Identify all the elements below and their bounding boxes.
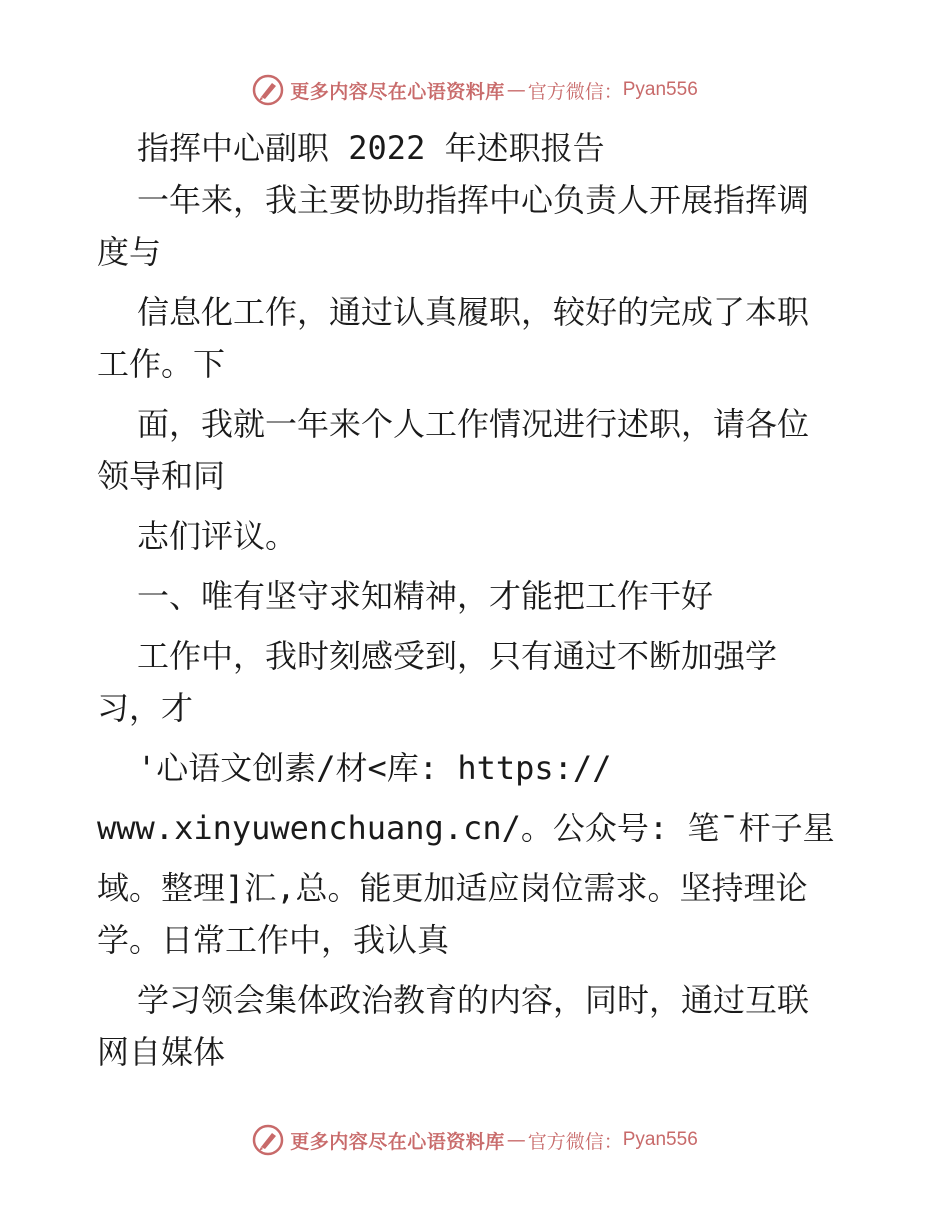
- quill-logo-icon: [252, 74, 284, 106]
- paragraph-line: 工作。下: [97, 345, 226, 383]
- paragraph-line: 度与: [97, 233, 162, 271]
- watermark-wechat-label: 官方微信：: [527, 80, 623, 103]
- watermark-banner-bottom: [0, 1120, 950, 1160]
- watermark-separator: —: [506, 1129, 526, 1151]
- paragraph-line: 域。整理]汇,总。能更加适应岗位需求。坚持理论: [97, 869, 808, 907]
- document-title: 指挥中心副职 2022 年述职报告: [137, 129, 605, 167]
- watermark-text: 更多内容尽在心语资料库: [290, 80, 505, 103]
- watermark-wechat-id: Pyan556: [622, 1129, 698, 1150]
- watermark-text: 更多内容尽在心语资料库: [290, 1130, 505, 1153]
- paragraph-line: www.xinyuwenchuang.cn/。公众号: 笔¯杆子星: [97, 809, 835, 847]
- paragraph-line: 领导和同: [97, 457, 226, 495]
- paragraph-line: 网自媒体: [97, 1033, 226, 1071]
- watermark-separator: —: [506, 79, 526, 101]
- paragraph-line: 信息化工作，通过认真履职，较好的完成了本职: [137, 293, 810, 331]
- watermark-wechat-id: Pyan556: [622, 79, 698, 100]
- paragraph-line: 一年来，我主要协助指挥中心负责人开展指挥调: [137, 181, 810, 219]
- paragraph-line: 学。日常工作中，我认真: [97, 921, 450, 959]
- paragraph-line: '心语文创素/材<库: https://: [137, 749, 612, 787]
- paragraph-line: 习，才: [97, 689, 194, 727]
- watermark-wechat-label: 官方微信：: [527, 1130, 623, 1153]
- paragraph-line: 工作中，我时刻感受到，只有通过不断加强学: [137, 637, 778, 675]
- paragraph-line: 面，我就一年来个人工作情况进行述职，请各位: [137, 405, 810, 443]
- watermark-banner-top: [0, 70, 950, 110]
- paragraph-line: 学习领会集体政治教育的内容，同时，通过互联: [137, 981, 810, 1019]
- document-body: [97, 122, 857, 1078]
- section-heading: 一、唯有坚守求知精神，才能把工作干好: [137, 577, 714, 615]
- paragraph-line: 志们评议。: [137, 517, 298, 555]
- quill-logo-icon: [252, 1124, 284, 1156]
